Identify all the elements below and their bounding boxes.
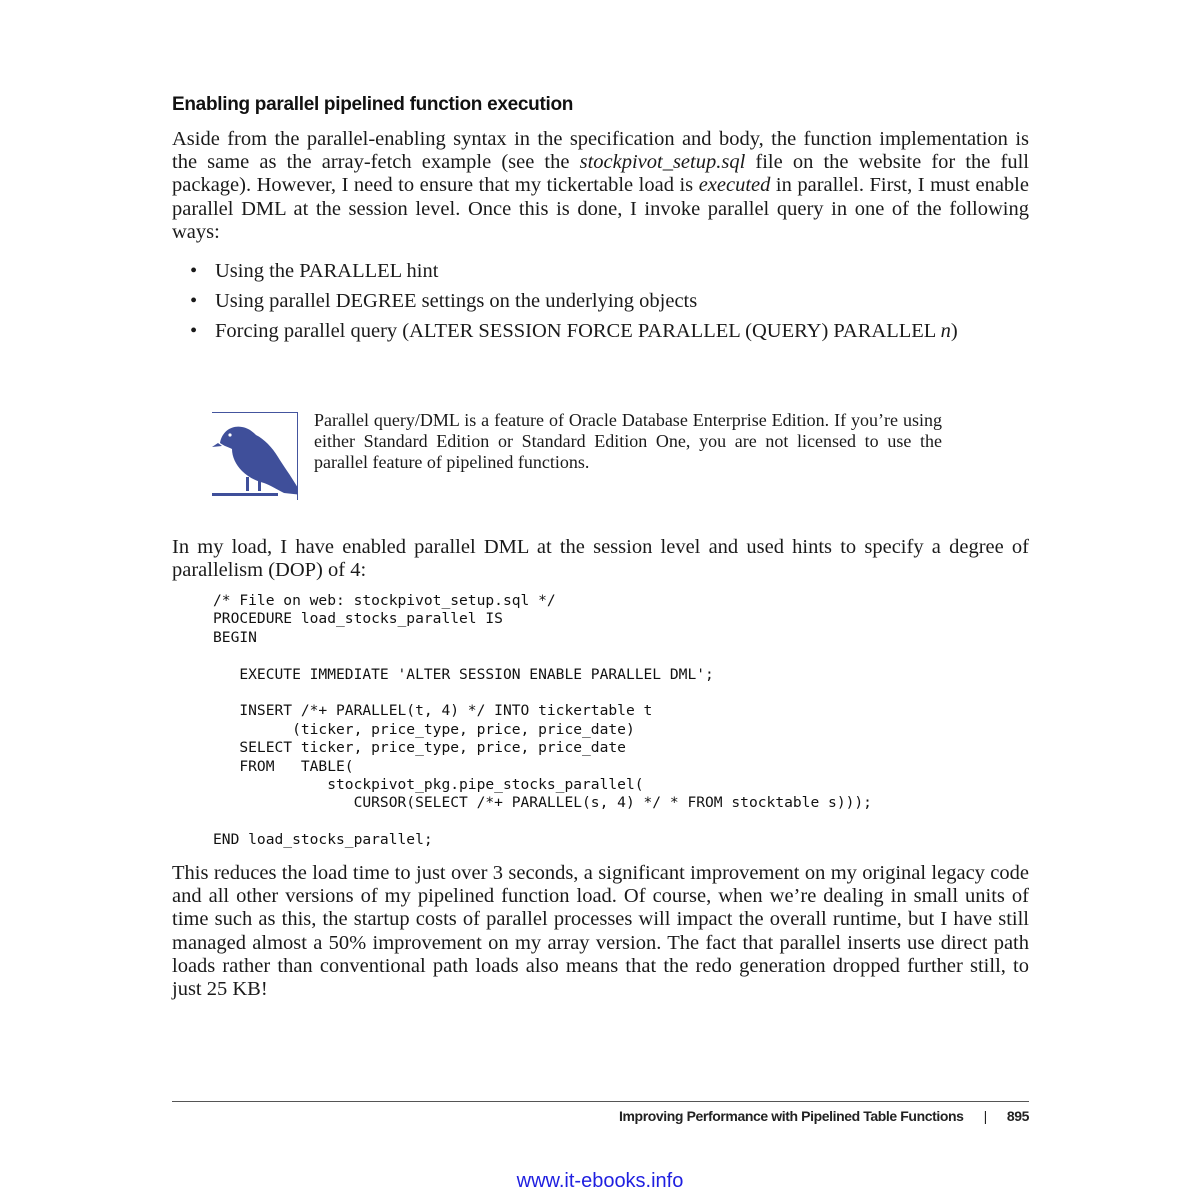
list-item-text: Forcing parallel query (ALTER SESSION FORCE PARALLEL (QUERY) PARALLEL	[215, 320, 941, 343]
code-block: /* File on web: stockpivot_setup.sql */ PROCEDURE load_stocks_parallel IS BEGIN EXECUTE IMMEDIATE 'ALTER SESSION ENABLE PARALLEL DML'; INSERT /*+ PARALLEL(t, 4) */ INTO tickertable t (ticker, price_type, price, price_date) SELECT ticker, price_type, price, price_date FROM TABLE( stockpivot_pkg.pipe_stocks_parallel( CURSOR(SELECT /*+ PARALLEL(s, 4) */ * FROM stocktable s))); END load_stocks_parallel;	[213, 592, 872, 849]
footer-separator: |	[983, 1108, 987, 1124]
page-number: 895	[1006, 1108, 1029, 1124]
list-item-tail: )	[950, 320, 958, 343]
list-item-text: Using the PARALLEL hint	[215, 260, 439, 282]
section-heading: Enabling parallel pipelined function execution	[172, 94, 574, 115]
paragraph-intro	[172, 128, 1029, 244]
list-item-text: Using parallel DEGREE settings on the underlying objects	[215, 290, 698, 313]
page-footer	[172, 1108, 1029, 1124]
list-item-italic-n: n	[940, 320, 951, 343]
bullet-dot: •	[190, 290, 198, 313]
emphasis-executed: executed	[698, 174, 771, 197]
chapter-title: Improving Performance with Pipelined Table Functions	[619, 1108, 964, 1124]
note-text: Parallel query/DML is a feature of Oracle Database Enterprise Edition. If you’re using either Standard Edition or Standard Edition One, you are not licensed to use the parallel feature of pipelined functions.	[314, 410, 942, 472]
watermark-link[interactable]: www.it-ebooks.info	[516, 1170, 684, 1192]
note-box	[212, 410, 952, 502]
file-name-reference: stockpivot_setup.sql	[579, 151, 746, 174]
footer-divider	[172, 1101, 1029, 1102]
list-item	[172, 320, 1029, 343]
bullet-dot: •	[190, 320, 198, 343]
list-item	[172, 260, 1029, 283]
crow-icon	[212, 412, 298, 500]
paragraph-intro-part1: Aside from the parallel-enabling syntax in the specification and body, the function implementation is the same as the array-fetch example (see the	[172, 128, 1029, 174]
bullet-dot: •	[190, 260, 198, 282]
paragraph-load: In my load, I have enabled parallel DML at the session level and used hints to specify a degree of parallelism (DOP) of 4:	[172, 536, 1029, 582]
list-item	[172, 290, 1029, 313]
bullet-list	[172, 260, 1029, 351]
paragraph-intro-part3: in parallel. First, I must enable parallel DML at the session level. Once this is done, I invoke parallel query in one of the following ways:	[172, 174, 1029, 243]
paragraph-results: This reduces the load time to just over 3 seconds, a significant improvement on my original legacy code and all other versions of my pipelined function load. Of course, when we’re dealing in small units of time such as this, the startup costs of parallel processes will impact the overall runtime, but I have still managed almost a 50% improvement on my array version. The fact that parallel inserts use direct path loads rather than conventional path loads also means that the redo generation dropped further still, to just 25 KB!	[172, 862, 1029, 1001]
paragraph-intro-part2: file on the website for the full package). However, I need to ensure that my tickertable load is	[172, 151, 1029, 197]
